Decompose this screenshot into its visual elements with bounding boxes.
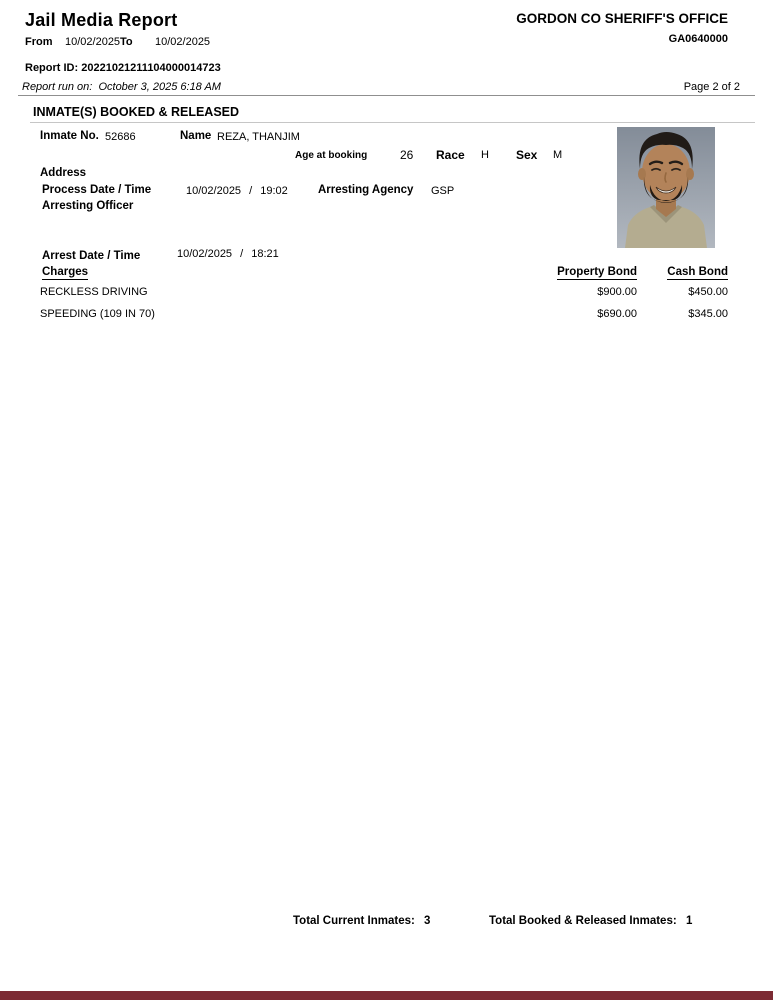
run-on-value: October 3, 2025 6:18 AM [98, 81, 221, 93]
to-label: To [120, 36, 133, 48]
arrest-date-time-label: Arrest Date / Time [42, 250, 141, 262]
race-label: Race [436, 148, 465, 162]
inmate-no-value: 52686 [105, 131, 136, 143]
mugshot-illustration [617, 127, 715, 248]
to-date: 10/02/2025 [155, 36, 211, 48]
inmate-no-label: Inmate No. [40, 130, 99, 142]
report-run-on-line [22, 81, 221, 93]
total-booked-released-label: Total Booked & Released Inmates: [489, 915, 677, 927]
section-divider [30, 122, 755, 123]
charge-row-property-bond: $690.00 [597, 308, 637, 320]
arresting-agency-value: GSP [431, 185, 455, 197]
arresting-officer-label: Arresting Officer [42, 200, 134, 212]
report-id-line [25, 62, 221, 74]
charge-row-name: SPEEDING (109 IN 70) [40, 308, 155, 320]
total-current-inmates-label: Total Current Inmates: [293, 915, 415, 927]
process-date-time-label: Process Date / Time [42, 184, 152, 196]
charges-column-header: Charges [42, 266, 89, 278]
name-label: Name [180, 130, 212, 142]
report-id-value: 20221021211104000014723 [81, 62, 221, 74]
from-label: From [25, 36, 53, 48]
charge-row-name: RECKLESS DRIVING [40, 286, 148, 298]
page-indicator: Page 2 of 2 [683, 81, 740, 93]
report-id-label: Report ID: [25, 62, 79, 74]
sex-value: M [553, 149, 563, 161]
total-booked-released-value: 1 [686, 915, 693, 927]
cash-bond-column-header: Cash Bond [667, 266, 728, 278]
age-value: 26 [400, 148, 414, 162]
page-footer-bar [0, 991, 773, 1000]
arrest-date-time-value: 10/02/2025 / 18:21 [177, 248, 279, 260]
ori-number: GA0640000 [668, 33, 728, 45]
sheriff-office-name: GORDON CO SHERIFF'S OFFICE [516, 11, 728, 26]
charge-row-cash-bond: $345.00 [688, 308, 728, 320]
process-date-time-value: 10/02/2025 / 19:02 [186, 185, 288, 197]
charge-row-cash-bond: $450.00 [688, 286, 728, 298]
charge-row-property-bond: $900.00 [597, 286, 637, 298]
race-value: H [481, 149, 489, 161]
section-title: INMATE(S) BOOKED & RELEASED [33, 105, 240, 119]
inmate-mugshot-photo [617, 127, 715, 248]
run-on-label: Report run on: [22, 81, 93, 93]
header-divider [18, 95, 755, 96]
name-value: REZA, THANJIM [217, 131, 300, 143]
address-label: Address [40, 167, 87, 179]
property-bond-column-header: Property Bond [557, 266, 637, 278]
sex-label: Sex [516, 148, 538, 162]
arresting-agency-label: Arresting Agency [318, 184, 414, 196]
from-date: 10/02/2025 [65, 36, 121, 48]
total-current-inmates-value: 3 [424, 915, 431, 927]
age-at-booking-label: Age at booking [295, 150, 368, 161]
report-title: Jail Media Report [25, 10, 178, 30]
